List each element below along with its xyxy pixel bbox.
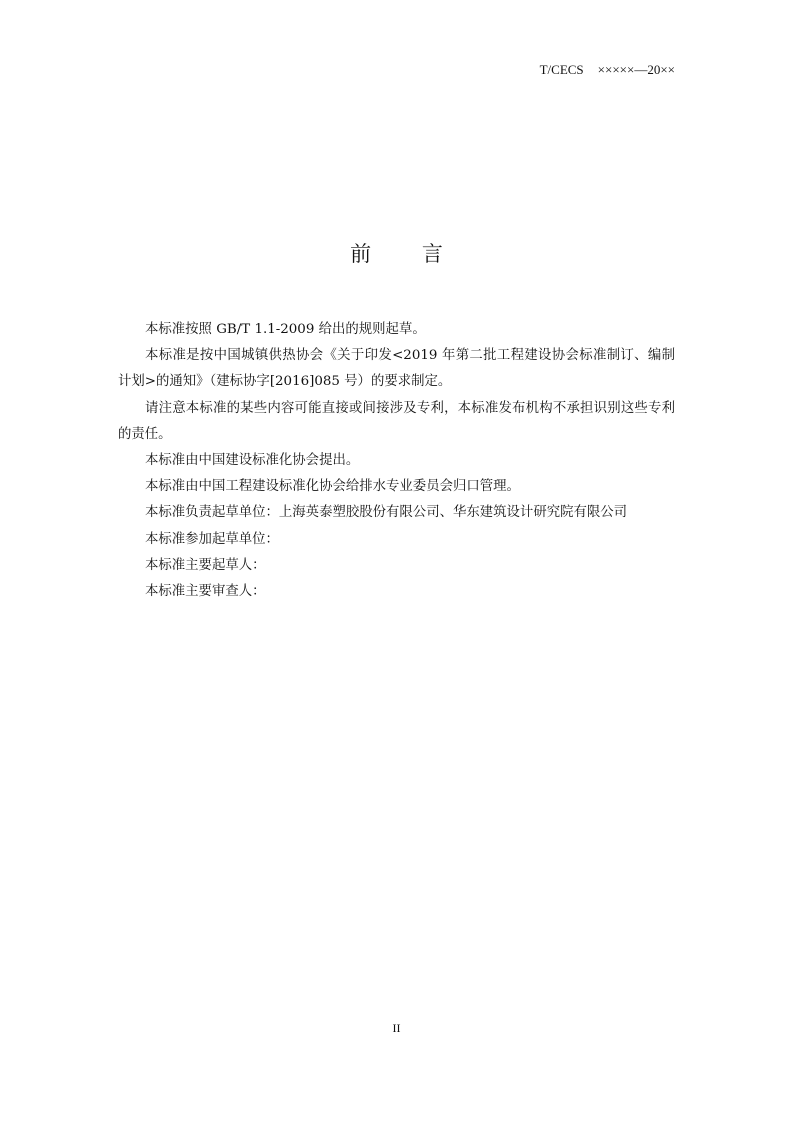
paragraph-participating-drafters: 本标准参加起草单位： (145, 531, 279, 547)
paragraph-proposer: 本标准由中国建设标准化协会提出。 (145, 453, 360, 469)
paragraph-main-drafters: 本标准主要起草人： (145, 557, 266, 573)
paragraph-lead-drafters: 本标准负责起草单位：上海英泰塑胶股份有限公司、华东建筑设计研究院有限公司 (145, 505, 628, 521)
paragraph-main-reviewers: 本标准主要审查人： (145, 584, 266, 600)
standard-number: ×××××—20×× (597, 62, 675, 77)
paragraph-drafting-rules: 本标准按照 GB/T 1.1-2009 给出的规则起草。 (145, 322, 426, 337)
org-code: T/CECS (539, 62, 584, 77)
standard-code-header (540, 62, 675, 78)
preface-body (118, 317, 675, 605)
page-number: II (392, 1021, 401, 1035)
paragraph-management: 本标准由中国工程建设标准化协会给排水专业委员会归口管理。 (145, 479, 520, 495)
page-title: 前 言 (350, 242, 465, 266)
paragraph-patent-notice: 请注意本标准的某些内容可能直接或间接涉及专利，本标准发布机构不承担识别这些专利的责任。 (118, 400, 675, 442)
paragraph-basis: 本标准是按中国城镇供热协会《关于印发<2019 年第二批工程建设协会标准制订、编制计划>的通知》（建标协字[2016]085 号）的要求制定。 (118, 348, 675, 390)
